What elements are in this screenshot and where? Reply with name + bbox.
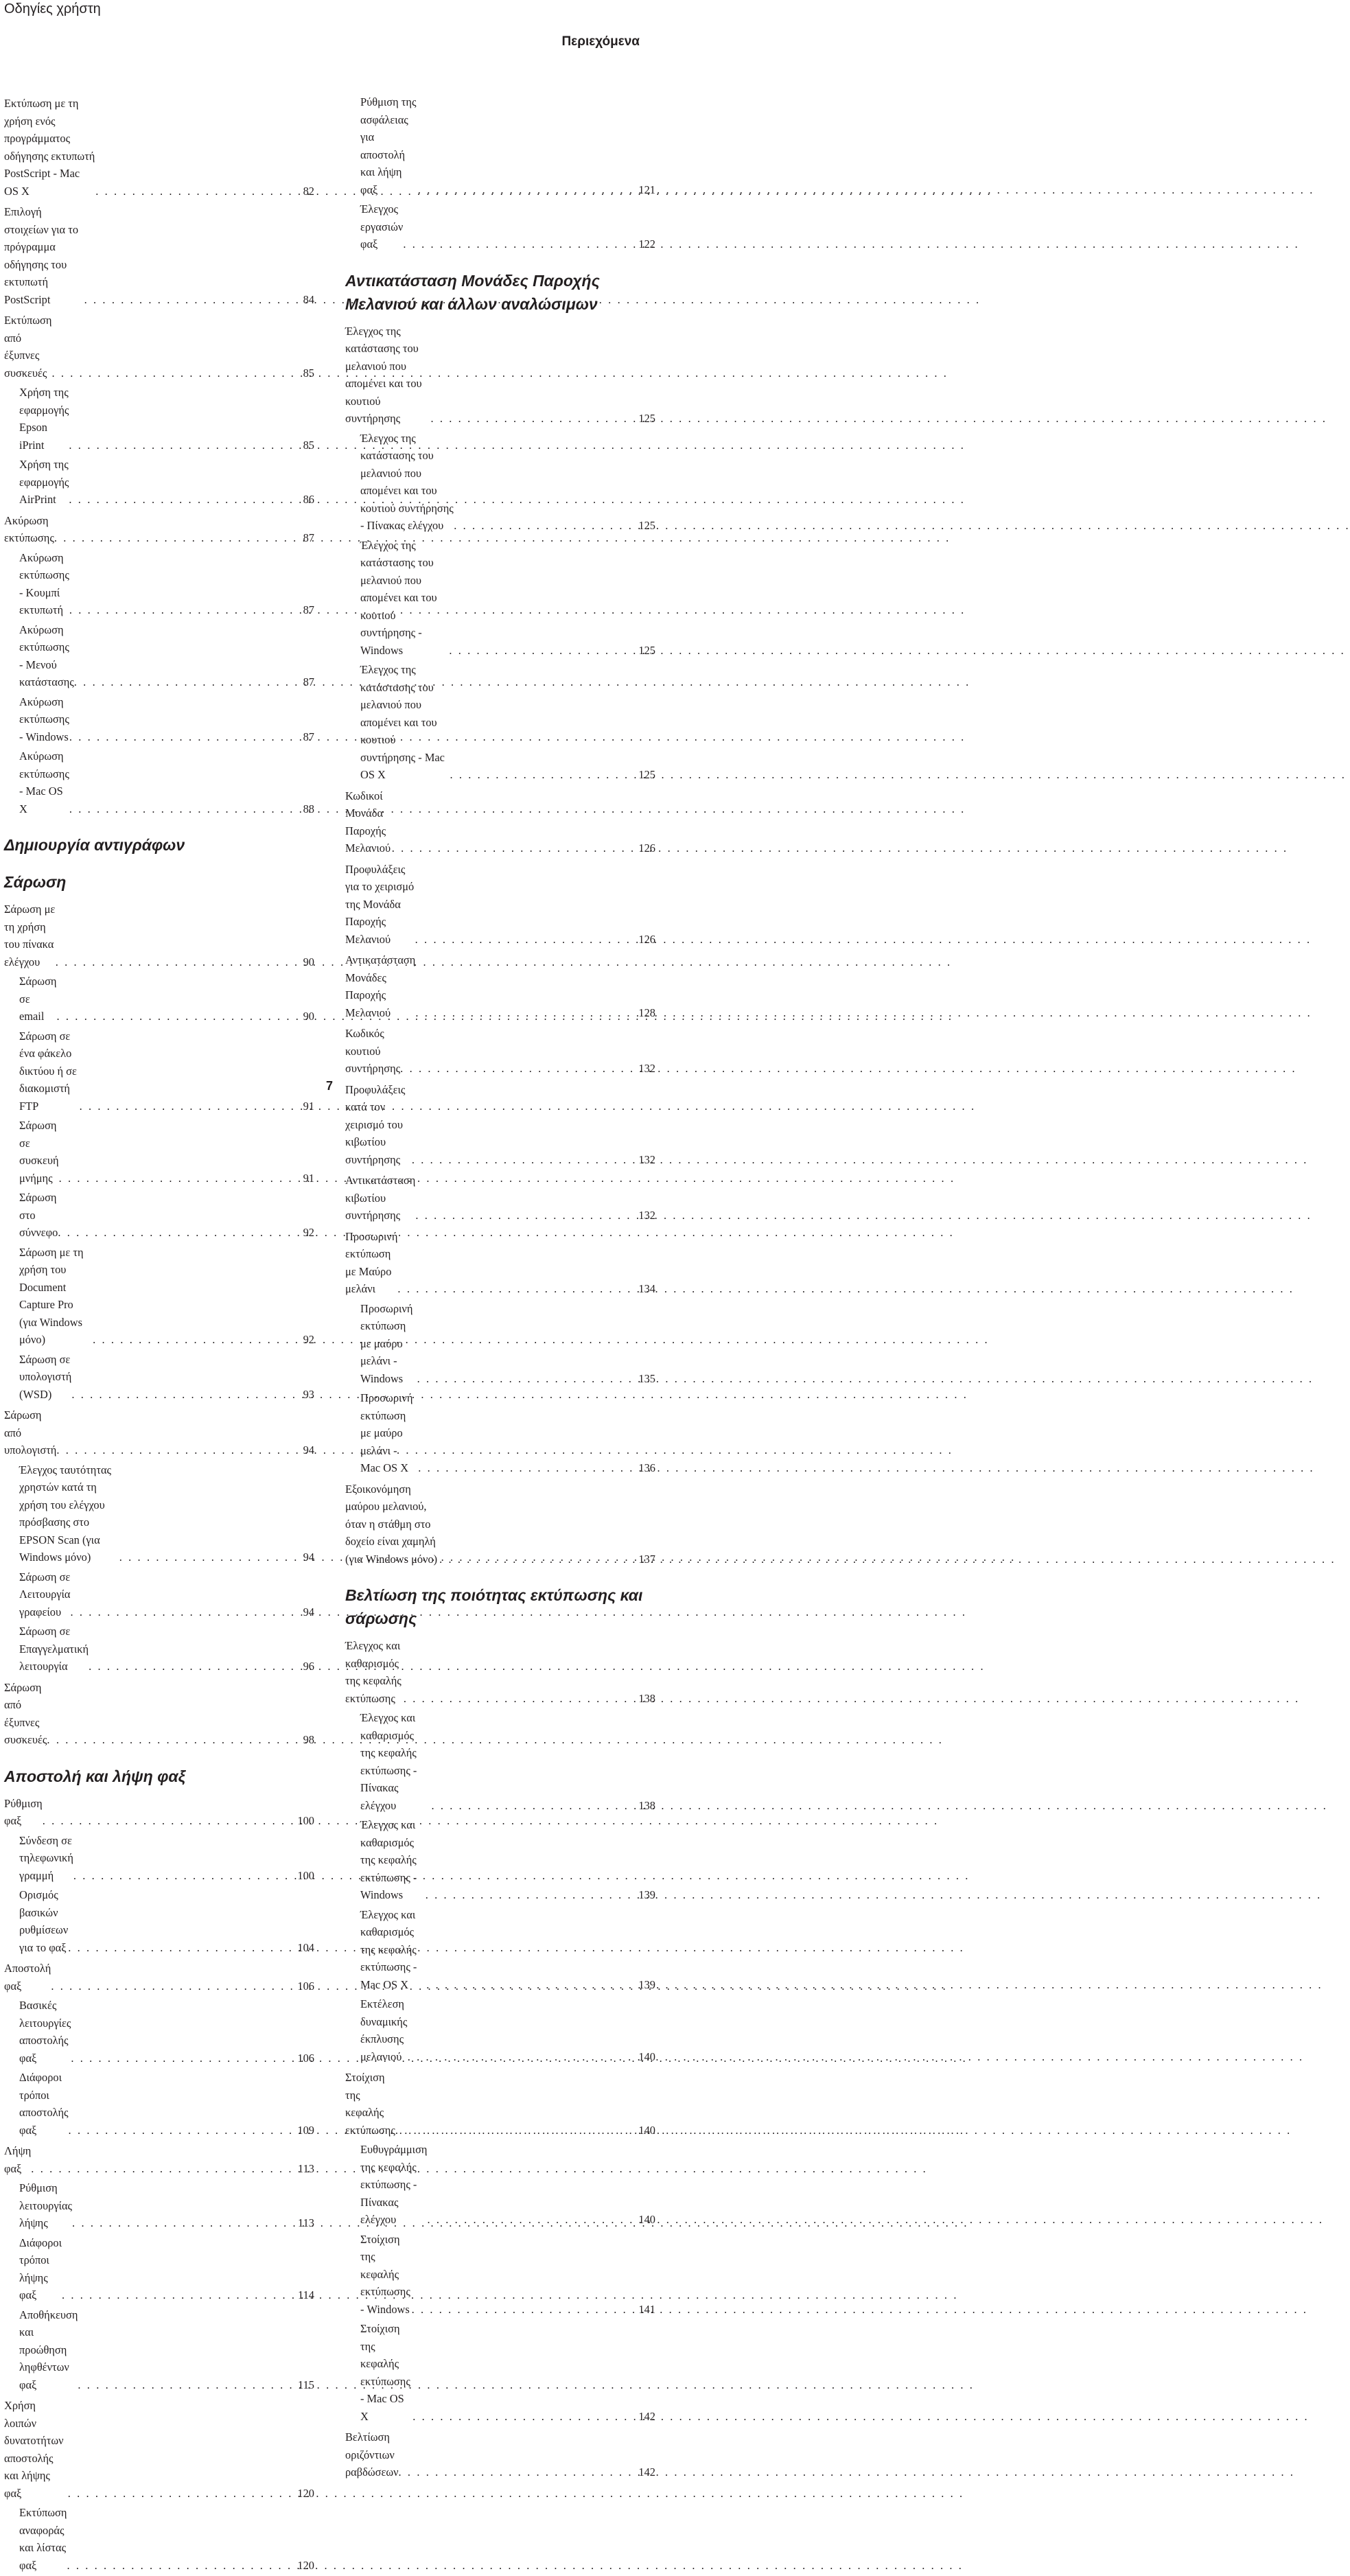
- dot-leader: [69, 491, 301, 509]
- toc-entry-title: Κωδικός κουτιού συντήρησης: [345, 1027, 401, 1075]
- toc-subentry[interactable]: [345, 2231, 655, 2321]
- dot-leader: [392, 839, 638, 857]
- dot-leader: [417, 1370, 638, 1388]
- dot-leader: [51, 364, 301, 382]
- toc-entry[interactable]: [4, 312, 314, 384]
- toc-entry-page-number: 120: [297, 2558, 314, 2572]
- toc-entry-page-number: 135: [638, 1371, 655, 1385]
- dot-leader: [415, 1004, 637, 1022]
- toc-section-heading[interactable]: Αποστολή και λήψη φαξ: [4, 1767, 186, 1785]
- toc-entry-title: Εξοικονόμηση μαύρου μελανιού, όταν η στάθμη στο δοχείο είναι χαμηλή (για Windows μόνο): [345, 1482, 438, 1566]
- dot-leader: [69, 601, 302, 619]
- toc-entry-page-number: 132: [638, 1062, 655, 1075]
- toc-entry[interactable]: [345, 1637, 655, 1709]
- toc-subentry[interactable]: [345, 430, 655, 537]
- dot-leader: [68, 1939, 296, 1957]
- dot-leader: [31, 2160, 296, 2178]
- toc-section-heading[interactable]: Βελτίωση της ποιότητας εκτύπωσης και σάρωσης: [345, 1586, 643, 1627]
- dot-leader: [54, 529, 302, 547]
- toc-entry-title: Ευθυγράμμιση της κεφαλής εκτύπωσης - Πίνακας ελέγχου: [360, 2143, 428, 2226]
- toc-entry-page-number: 126: [638, 842, 655, 855]
- dot-leader: [400, 1060, 637, 1078]
- toc-left-column: [4, 93, 314, 2576]
- toc-entry-title: Σύνδεση σε τηλεφωνική γραμμή: [19, 1833, 73, 1882]
- toc-entry-title: Έλεγχος και καθαρισμός της κεφαλής εκτύπωσης - Πίνακας ελέγχου: [360, 1711, 417, 1812]
- dot-leader: [399, 2463, 638, 2481]
- toc-subentry[interactable]: [345, 1709, 655, 1816]
- dot-leader: [415, 1207, 637, 1225]
- toc-entry[interactable]: [4, 1795, 314, 1832]
- toc-entry-page-number: 85: [303, 366, 314, 380]
- toc-subentry[interactable]: [345, 1906, 655, 1996]
- toc-entry-page-number: 126: [638, 932, 655, 946]
- toc-entry-title: Σάρωση από έξυπνες συσκευές: [4, 1680, 47, 1746]
- toc-entry-title: Διάφοροι τρόποι αποστολής φαξ: [19, 2071, 69, 2137]
- toc-entry-page-number: 137: [638, 1552, 655, 1566]
- toc-subentry[interactable]: [345, 1389, 655, 1479]
- toc-entry[interactable]: [4, 2397, 314, 2504]
- toc-entry-page-number: 113: [298, 2216, 314, 2229]
- toc-entry[interactable]: [345, 1025, 655, 1080]
- section-title: Περιεχόμενα: [561, 34, 640, 49]
- toc-right-column: [345, 93, 655, 2483]
- toc-subentry[interactable]: [4, 973, 314, 1028]
- dot-leader: [454, 517, 637, 535]
- toc-entry-title: Στοίχιση της κεφαλής εκτύπωσης - Windows: [360, 2232, 410, 2316]
- toc-entry-title: Κωδικοί Μονάδα Παροχής Μελανιού: [345, 789, 391, 855]
- toc-entry-title: Προσωρινή εκτύπωση με μαύρο μελάνι - Mac OS X: [360, 1391, 413, 1474]
- toc-entry[interactable]: [345, 1481, 655, 1570]
- dot-leader: [415, 931, 638, 949]
- toc-entry-title: Έλεγχος της κατάστασης του μελανιού που απομένει και του κουτιού συντήρησης - Πίνακας ελέγχου: [360, 431, 454, 532]
- toc-entry-page-number: 87: [303, 675, 314, 688]
- toc-subentry[interactable]: [4, 1886, 314, 1958]
- dot-leader: [80, 1098, 302, 1115]
- toc-entry-page-number: 87: [303, 603, 314, 616]
- toc-entry-page-number: 91: [303, 1099, 314, 1113]
- toc-entry-title: Έλεγχος της κατάστασης του μελανιού που απομένει και του κουτιού συντήρησης - Windows: [360, 538, 437, 657]
- toc-subentry[interactable]: [4, 1117, 314, 1189]
- toc-entry-title: Εκτέλεση δυναμικής έκπλυσης μελανιού: [360, 1997, 408, 2063]
- dot-leader: [73, 1867, 296, 1885]
- toc-entry-page-number: 93: [303, 1387, 314, 1401]
- toc-entry-page-number: 132: [638, 1152, 655, 1166]
- dot-leader: [47, 1731, 301, 1749]
- dot-leader: [119, 1548, 302, 1566]
- dot-leader: [59, 1170, 302, 1187]
- toc-entry-page-number: 100: [297, 1814, 314, 1827]
- dot-leader: [428, 2211, 638, 2229]
- toc-entry-title: Αντικατάσταση Μονάδες Παροχής Μελανιού: [345, 953, 416, 1019]
- toc-entry-title: Ακύρωση εκτύπωσης - Μενού κατάστασης: [19, 623, 74, 688]
- toc-subentry[interactable]: [345, 2320, 655, 2427]
- toc-subentry[interactable]: [4, 1832, 314, 1887]
- toc-entry-title: Έλεγχος της κατάστασης του μελανιού που απομένει και του κουτιού συντήρησης: [345, 324, 422, 425]
- toc-entry-title: Σάρωση σε Επαγγελματική λειτουργία: [19, 1625, 89, 1673]
- toc-entry-page-number: 140: [638, 2050, 655, 2063]
- toc-entry-title: Προφυλάξεις κατά τον χειρισμό του κιβωτίου συντήρησης: [345, 1082, 406, 1166]
- toc-subentry[interactable]: [4, 2306, 314, 2396]
- toc-entry-page-number: 122: [638, 237, 655, 251]
- dot-leader: [71, 1603, 302, 1621]
- toc-entry[interactable]: [345, 2069, 655, 2141]
- toc-entry-title: Εκτύπωση με τη χρήση ενός προγράμματος οδήγησης εκτυπωτή PostScript - Mac OS X: [4, 97, 95, 198]
- toc-entry-page-number: 132: [638, 1209, 655, 1222]
- dot-leader: [404, 1690, 638, 1708]
- toc-entry-page-number: 84: [303, 292, 314, 306]
- toc-entry-page-number: 94: [303, 1443, 314, 1457]
- dot-leader: [418, 181, 638, 199]
- toc-section-heading[interactable]: Σάρωση: [4, 873, 67, 891]
- toc-entry-title: Ρύθμιση της ασφάλειας για αποστολή και λήψη φαξ: [360, 95, 417, 196]
- toc-entry-page-number: 142: [638, 2409, 655, 2423]
- toc-subentry[interactable]: [4, 747, 314, 820]
- dot-leader: [412, 2408, 637, 2426]
- toc-entry-title: Εκτύπωση αναφοράς και λίστας φαξ: [19, 2506, 67, 2572]
- toc-subentry[interactable]: [4, 1997, 314, 2069]
- toc-entry-page-number: 92: [303, 1333, 314, 1346]
- dot-leader: [69, 2122, 296, 2139]
- dot-leader: [449, 642, 637, 660]
- toc-entry[interactable]: [4, 901, 314, 973]
- toc-subentry[interactable]: [4, 1623, 314, 1678]
- toc-entry-title: Σάρωση σε email: [19, 975, 57, 1023]
- toc-subentry[interactable]: [4, 2504, 314, 2576]
- dot-leader: [395, 2122, 638, 2139]
- toc-entry-title: Σάρωση σε Λειτουργία γραφείου: [19, 1570, 71, 1618]
- toc-entry-title: Σάρωση με τη χρήση του πίνακα ελέγχου: [4, 903, 56, 968]
- toc-entry-title: Σάρωση σε υπολογιστή (WSD): [19, 1352, 72, 1401]
- toc-entry-page-number: 88: [303, 802, 314, 815]
- dot-leader: [95, 183, 301, 200]
- dot-leader: [69, 800, 302, 818]
- dot-leader: [58, 1224, 301, 1242]
- toc-entry-title: Σάρωση σε ένα φάκελο δικτύου ή σε διακομιστή FTP: [19, 1029, 77, 1113]
- toc-entry[interactable]: [4, 1679, 314, 1751]
- toc-entry-title: Σάρωση από υπολογιστή: [4, 1408, 57, 1457]
- dot-leader: [43, 1812, 296, 1830]
- dot-leader: [57, 1008, 302, 1025]
- toc-entry[interactable]: [4, 95, 314, 202]
- dot-leader: [51, 1977, 296, 1995]
- toc-subentry[interactable]: [345, 1300, 655, 1390]
- toc-entry-title: Έλεγχος και καθαρισμός της κεφαλής εκτύπωσης: [345, 1639, 401, 1705]
- toc-subentry[interactable]: [345, 2141, 655, 2231]
- toc-entry-page-number: 140: [638, 2123, 655, 2137]
- toc-entry-page-number: 94: [303, 1605, 314, 1618]
- toc-subentry[interactable]: [345, 1995, 655, 2067]
- dot-leader: [72, 2214, 296, 2232]
- toc-entry-page-number: 141: [638, 2302, 655, 2316]
- toc-entry-page-number: 125: [638, 768, 655, 781]
- dot-leader: [84, 291, 302, 309]
- dot-leader: [450, 766, 637, 784]
- toc-entry-page-number: 113: [298, 2161, 314, 2175]
- toc-entry-page-number: 87: [303, 730, 314, 743]
- toc-entry-page-number: 139: [638, 1977, 655, 1991]
- toc-subentry[interactable]: [4, 1028, 314, 1117]
- toc-entry-title: Αντικατάσταση κιβωτίου συντήρησης: [345, 1174, 416, 1222]
- dot-leader: [431, 410, 638, 428]
- toc-entry-page-number: 86: [303, 493, 314, 506]
- toc-entry-page-number: 121: [638, 183, 655, 196]
- toc-subentry[interactable]: [4, 1351, 314, 1406]
- toc-entry-page-number: 125: [638, 643, 655, 657]
- toc-entry[interactable]: [345, 323, 655, 430]
- toc-subentry[interactable]: [4, 621, 314, 693]
- toc-entry[interactable]: [4, 203, 314, 310]
- toc-entry[interactable]: [4, 1406, 314, 1461]
- toc-entry-page-number: 106: [297, 2051, 314, 2065]
- toc-entry-page-number: 96: [303, 1660, 314, 1673]
- toc-entry-page-number: 106: [297, 1979, 314, 1993]
- dot-leader: [74, 673, 302, 691]
- toc-entry-page-number: 98: [303, 1733, 314, 1746]
- dot-leader: [71, 1386, 301, 1404]
- dot-leader: [78, 2376, 296, 2394]
- toc-entry-page-number: 91: [303, 1171, 314, 1185]
- toc-subentry[interactable]: [4, 693, 314, 748]
- toc-entry-page-number: 128: [638, 1006, 655, 1019]
- toc-entry-title: Σάρωση σε συσκευή μνήμης: [19, 1119, 59, 1185]
- toc-entry-title: Στοίχιση της κεφαλής εκτύπωσης: [345, 2071, 395, 2137]
- toc-entry[interactable]: [4, 2142, 314, 2179]
- dot-leader: [412, 1151, 638, 1169]
- toc-entry-title: Χρήση λοιπών δυνατοτήτων αποστολής και λήψης φαξ: [4, 2399, 64, 2500]
- toc-subentry[interactable]: [345, 200, 655, 255]
- toc-entry-page-number: 140: [638, 2213, 655, 2226]
- toc-entry-title: Αποθήκευση και προώθηση ληφθέντων φαξ: [19, 2308, 78, 2391]
- toc-entry[interactable]: [345, 951, 655, 1023]
- toc-subentry[interactable]: [4, 2179, 314, 2234]
- dot-leader: [403, 235, 637, 253]
- dot-leader: [69, 728, 302, 746]
- toc-entry-title: Ακύρωση εκτύπωσης - Windows: [19, 695, 69, 743]
- dot-leader: [408, 2048, 638, 2066]
- dot-leader: [89, 1658, 302, 1675]
- toc-entry-title: Χρήση της εφαρμογής AirPrint: [19, 458, 69, 506]
- toc-entry-page-number: 104: [297, 1940, 314, 1954]
- toc-subentry[interactable]: [4, 1189, 314, 1244]
- toc-subentry[interactable]: [4, 456, 314, 511]
- toc-entry-page-number: 90: [303, 955, 314, 968]
- toc-entry-page-number: 125: [638, 412, 655, 425]
- toc-entry-page-number: 138: [638, 1798, 655, 1812]
- toc-entry-page-number: 114: [298, 2288, 314, 2301]
- toc-entry-page-number: 94: [303, 1551, 314, 1564]
- toc-entry-title: Βελτίωση οριζόντιων ραβδώσεων: [345, 2430, 399, 2479]
- toc-entry-page-number: 85: [303, 438, 314, 452]
- toc-subentry[interactable]: [4, 384, 314, 456]
- dot-leader: [62, 2286, 296, 2304]
- toc-entry-title: Βασικές λειτουργίες αποστολής φαξ: [19, 1999, 71, 2065]
- toc-subentry[interactable]: [4, 1461, 314, 1568]
- toc-section-heading[interactable]: Δημιουργία αντιγράφων: [4, 836, 185, 854]
- toc-entry-page-number: 120: [297, 2486, 314, 2500]
- dot-leader: [431, 1797, 637, 1815]
- toc-entry-page-number: 100: [297, 1868, 314, 1882]
- dot-leader: [56, 1441, 301, 1459]
- dot-leader: [397, 1280, 637, 1298]
- toc-entry[interactable]: [345, 787, 655, 859]
- toc-entry-title: Αποστολή φαξ: [4, 1962, 51, 1993]
- toc-entry[interactable]: [345, 861, 655, 951]
- page-number: 7: [325, 1079, 333, 1093]
- toc-entry-title: Σάρωση στο σύννεφο: [19, 1191, 58, 1239]
- document-title: Οδηγίες χρήστη: [4, 1, 101, 16]
- dot-leader: [418, 1459, 637, 1477]
- toc-entry-title: Προσωρινή εκτύπωση με μαύρο μελάνι - Windows: [360, 1301, 413, 1385]
- toc-entry-page-number: 115: [298, 2378, 314, 2391]
- toc-entry-page-number: 109: [297, 2123, 314, 2137]
- toc-entry[interactable]: [4, 512, 314, 549]
- toc-subentry[interactable]: [4, 2069, 314, 2141]
- toc-entry-title: Επιλογή στοιχείων για το πρόγραμμα οδήγησης του εκτυπωτή PostScript: [4, 205, 79, 306]
- toc-entry[interactable]: [345, 2428, 655, 2483]
- toc-entry-title: Διάφοροι τρόποι λήψης φαξ: [19, 2236, 62, 2301]
- toc-subentry[interactable]: [345, 661, 655, 786]
- toc-subentry[interactable]: [345, 537, 655, 662]
- toc-entry-title: Έλεγχος και καθαρισμός της κεφαλής εκτύπωσης - Windows: [360, 1818, 417, 1901]
- toc-entry-title: Χρήση της εφαρμογής Epson iPrint: [19, 386, 69, 452]
- toc-entry-title: Ακύρωση εκτύπωσης - Mac OS X: [19, 750, 69, 815]
- toc-entry-page-number: 139: [638, 1888, 655, 1901]
- toc-entry-title: Ορισμός βασικών ρυθμίσεων για το φαξ: [19, 1888, 69, 1954]
- toc-subentry[interactable]: [4, 549, 314, 621]
- toc-entry-title: Ρύθμιση λειτουργίας λήψης: [19, 2181, 73, 2229]
- dot-leader: [67, 2557, 296, 2575]
- dot-leader: [412, 2301, 638, 2319]
- toc-entry-page-number: 87: [303, 531, 314, 544]
- toc-entry-title: Έλεγχος της κατάστασης του μελανιού που απομένει και του κουτιού συντήρησης - Mac OS X: [360, 663, 445, 781]
- toc-subentry[interactable]: [345, 93, 655, 200]
- toc-section-heading[interactable]: Αντικατάσταση Μονάδες Παροχής Μελανιού και άλλων αναλώσιμων: [345, 271, 600, 313]
- toc-entry-page-number: 90: [303, 1010, 314, 1023]
- toc-entry-title: Έλεγχος και καθαρισμός της κεφαλής εκτύπωσης - Mac OS X: [360, 1907, 417, 1991]
- toc-entry[interactable]: [4, 1960, 314, 1997]
- toc-entry-title: Στοίχιση της κεφαλής εκτύπωσης - Mac OS X: [360, 2322, 410, 2423]
- toc-entry[interactable]: [345, 1172, 655, 1227]
- toc-entry-title: Έλεγχος εργασιών φαξ: [360, 202, 404, 251]
- dot-leader: [439, 1551, 637, 1568]
- toc-entry-title: Λήψη φαξ: [4, 2144, 32, 2175]
- toc-entry-title: Σάρωση με τη χρήση του Document Capture Pro (για Windows μόνο): [19, 1245, 84, 1346]
- toc-entry-page-number: 82: [303, 184, 314, 198]
- toc-entry-title: Προσωρινή εκτύπωση με Μαύρο μελάνι: [345, 1229, 398, 1295]
- toc-entry[interactable]: [345, 1081, 655, 1171]
- toc-subentry[interactable]: [4, 1568, 314, 1623]
- toc-entry-title: Ακύρωση εκτύπωσης - Κουμπί εκτυπωτή: [19, 550, 69, 616]
- toc-entry[interactable]: [345, 1228, 655, 1300]
- toc-subentry[interactable]: [4, 2234, 314, 2306]
- toc-entry-title: Προφυλάξεις για το χειρισμό της Μονάδα Παροχής Μελανιού: [345, 862, 415, 946]
- toc-entry-title: Ρύθμιση φαξ: [4, 1796, 43, 1827]
- toc-entry-page-number: 142: [638, 2465, 655, 2479]
- toc-entry-title: Ακύρωση εκτύπωσης: [4, 513, 54, 544]
- toc-entry-page-number: 92: [303, 1226, 314, 1239]
- toc-entry-page-number: 134: [638, 1282, 655, 1295]
- dot-leader: [426, 1976, 637, 1994]
- dot-leader: [69, 437, 301, 454]
- dot-leader: [93, 1331, 301, 1349]
- toc-entry-title: Εκτύπωση από έξυπνες συσκευές: [4, 314, 52, 380]
- toc-entry-title: Έλεγχος ταυτότητας χρηστών κατά τη χρήση του ελέγχου πρόσβασης στο EPSON Scan (για Windows μόνο): [19, 1463, 112, 1564]
- dot-leader: [68, 2485, 296, 2503]
- dot-leader: [56, 953, 302, 971]
- dot-leader: [426, 1886, 638, 1904]
- toc-entry-page-number: 125: [638, 519, 655, 532]
- toc-entry-page-number: 138: [638, 1691, 655, 1705]
- toc-subentry[interactable]: [4, 1244, 314, 1351]
- dot-leader: [71, 2050, 296, 2067]
- toc-entry-page-number: 136: [638, 1461, 655, 1474]
- toc-subentry[interactable]: [345, 1816, 655, 1906]
